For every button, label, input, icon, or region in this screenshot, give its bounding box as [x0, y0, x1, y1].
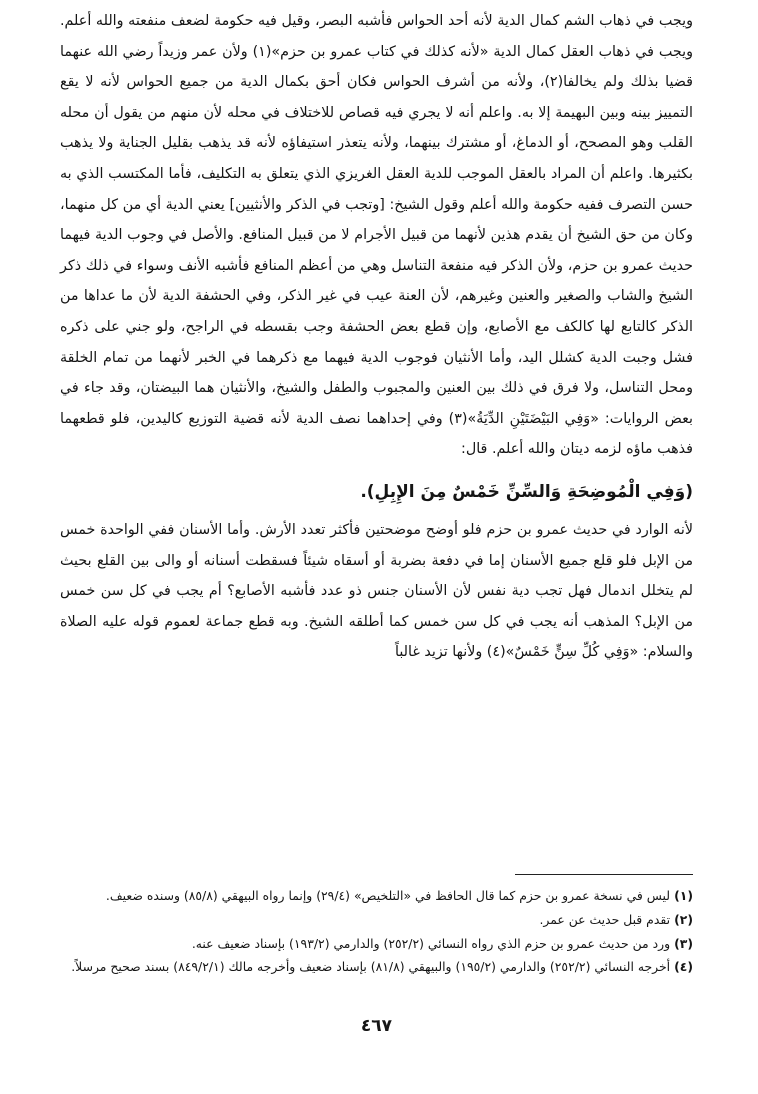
footnote-4: [60, 955, 693, 979]
footnote-1: [60, 884, 693, 908]
footnote-number: (٤): [674, 959, 693, 975]
footnote-text: ورد من حديث عمرو بن حزم الذي رواه النسائي (٢٥٢/٢) والدارمي (١٩٣/٢) بإسناد ضعيف عنه.: [191, 935, 671, 951]
footnote-2: [60, 908, 693, 932]
book-page: [60, 6, 694, 1036]
footnote-number: (٢): [674, 911, 693, 927]
page-number: ٤٦٧: [360, 1016, 393, 1036]
footnote-text: تقدم قبل حديث عن عمر.: [539, 911, 671, 927]
footnote-number: (٣): [674, 935, 693, 951]
footnote-number: (١): [674, 888, 693, 903]
footnotes: [60, 884, 693, 979]
body-paragraph-2: لأنه الوارد في حديث عمرو بن حزم فلو أوضح موضحتين فأكثر تعدد الأرش. وأما الأسنان ففي الواحدة خمس من الإبل فلو قلع جميع الأسنان إما في دفعة بضربة أو أسقاه شيئاً فسقطت أسنانه أو والى بين القلع بحيث لم يتخلل اندمال فهل تجب دية نفس لأن الأسنان جنس ذو عدد فأشبه الأصابع؟ أم يجب في كل سن خمس من الإبل؟ المذهب أنه يجب في كل سن خمس كما أطلقه الشيخ. وبه قطع جماعة لعموم قوله عليه الصلاة والسلام: «وَفِي كُلِّ سِنٍّ خَمْسٌ»(٤) ولأنها تزيد غالباً: [60, 521, 693, 661]
footnote-divider: [515, 874, 693, 875]
body-paragraph-1: ويجب في ذهاب الشم كمال الدية لأنه أحد الحواس فأشبه البصر، وقيل فيه حكومة لضعف منفعته والله أعلم. ويجب في ذهاب العقل كمال الدية «لأنه كذلك في كتاب عمرو بن حزم»(١) ولأن عمر وزيداً رضي الله عنهما قضيا بذلك ولم يخالفا(٢)، ولأنه من أشرف الحواس فكان أحق بكمال الدية من جميع الحواس لأنه لا يقع التمييز بينه وبين البهيمة إلا به. واعلم أنه لا يجري فيه قصاص للاختلاف في محله لأن منهم من يقول أن محله القلب وهو المصحح، أو الدماغ، أو مشترك بينهما، ولأنه يتعذر استيفاؤه لأنه قد يذهب بقليل الجناية ولا يذهب بكثيرها. واعلم أن المراد بالعقل الموجب للدية العقل الغريزي الذي يتعلق به التكليف، فأما المكتسب الذي به حسن التصرف ففيه حكومة والله أعلم وقول الشيخ: [وتجب في الذكر والأنثيين] يعني الدية أي من كل منهما، وكان من حق الشيخ أن يقدم هذين لأنهما من قبيل الأجرام لا من قبيل المنافع. والأصل في وجوب الدية فيهما حديث عمرو بن حزم، ولأن الذكر فيه منفعة التناسل وهي من أعظم المنافع فأشبه الأنف وسواء في ذلك ذكر الشيخ والشاب والصغير والعنين وغيرهم، لأن العنة عيب في غير الذكر، وفي الحشفة الدية لأن ما عداها من الذكر كالتابع لها كالكف مع الأصابع، وإن قطع بعض الحشفة وجب بقسطه في الراجح، ولو جني على ذكره فشل وجبت الدية كشلل اليد، وأما الأنثيان فوجوب الدية فيهما مع ذكرهما في الخبر لأنهما من تمام الخلقة ومحل التناسل، ولا فرق في ذلك بين العنين والمجبوب والطفل والشيخ، والأنثيان هما البيضتان، وقد جاء في بعض الروايات: «وَفِي البَيْضَتَيْنِ الدِّيَةُ»(٣) وفي إحداهما نصف الدية لأنه قضية التوزيع كاليدين، فلو قطعهما فذهب ماؤه لزمه ديتان والله أعلم. قال:: [60, 13, 694, 458]
footnote-text: أخرجه النسائي (٢٥٢/٢) والدارمي (١٩٥/٢) والبيهقي (٨١/٨) بإسناد ضعيف وأخرجه مالك (٨٤٩/٢/١) بسند صحيح مرسلاً.: [71, 959, 671, 975]
section-heading: (وَفِي الْمُوضِحَةِ وَالسِّنِّ خَمْسٌ مِنَ الإِبِلِ).: [360, 481, 693, 502]
footnote-3: [60, 932, 693, 956]
footnote-text: ليس في نسخة عمرو بن حزم كما قال الحافظ في «التلخيص» (٢٩/٤) وإنما رواه البيهقي (٨٥/٨) وسنده ضعيف.: [105, 888, 671, 903]
